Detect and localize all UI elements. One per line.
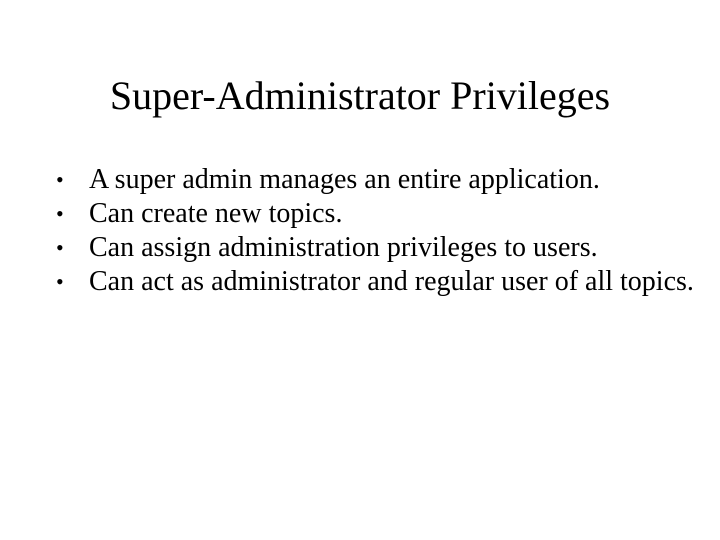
bullet-text: Can act as administrator and regular user of all topics.	[89, 266, 694, 297]
bullet-text: Can assign administration privileges to users.	[89, 232, 598, 263]
bullet-item	[54, 231, 694, 265]
bullet-marker: •	[56, 269, 64, 294]
slide-title: Super-Administrator Privileges	[109, 73, 611, 118]
bullet-text: A super admin manages an entire application.	[89, 164, 600, 195]
bullet-marker: •	[56, 201, 64, 226]
bullet-text: Can create new topics.	[89, 198, 343, 229]
bullet-marker: •	[56, 235, 64, 260]
bullet-item	[54, 265, 709, 299]
bullet-marker: •	[56, 167, 64, 192]
bullet-list	[54, 163, 694, 299]
bullet-item	[54, 197, 694, 231]
bullet-item	[54, 163, 629, 197]
